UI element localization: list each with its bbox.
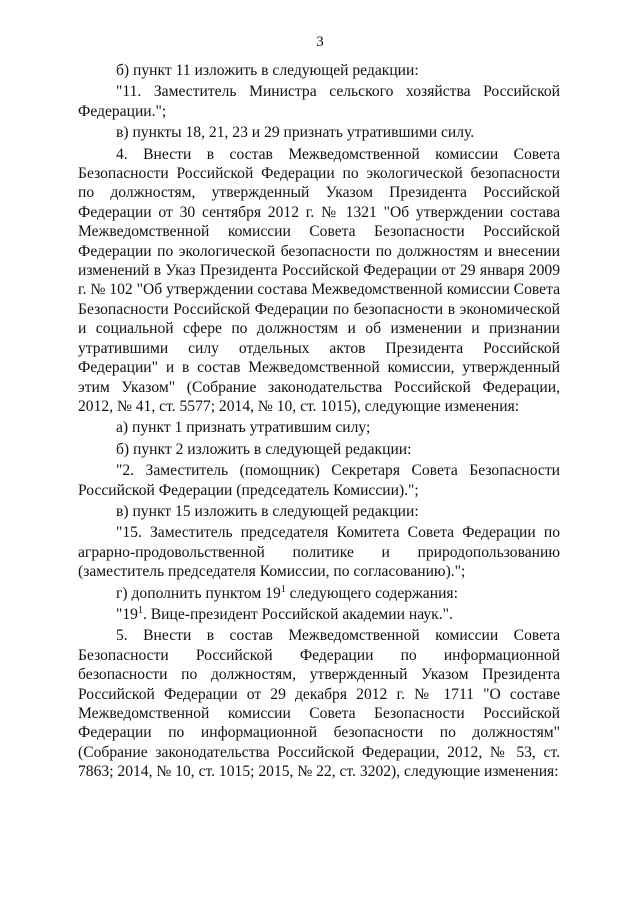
paragraph: а) пункт 1 признать утратившим силу; xyxy=(116,419,371,437)
paragraph: в) пункты 18, 21, 23 и 29 признать утратившими силу. xyxy=(116,124,475,142)
paragraph: 4. Внести в состав Межведомственной комиссии Совета Безопасности Российской Федерации по экологической безопасности по должностям, утвержденный Указом Президента Российской Федерации от 30 сентября 2012 г. № 1321 "Об утверждении состава Межведомственной комиссии Совета Безопасности Российской Федерации по экологической безопасности по должностям и внесении изменений в Указ Президента Российской Федерации от 29 января 2009 г. № 102 "Об утверждении состава Межведомственной комиссии Совета Безопасности Российской Федерации по безопасности в экономической и социальной сфере по должностям и об изменении и признании утратившими силу отдельных актов Президента Российской Федерации" и в состав Межведомственной комиссии, утвержденный этим Указом" (Собрание законодательства Российской Федерации, 2012, № 41, ст. 5577; 2014, № 10, ст. 1015), следующие изменения: xyxy=(78,145,560,415)
paragraph: "2. Заместитель (помощник) Секретаря Совета Безопасности Российской Федерации (председатель Комиссии)."; xyxy=(78,462,560,499)
paragraph-text: г) дополнить пунктом 19 xyxy=(116,584,281,602)
paragraph: "11. Заместитель Министра сельского хозяйства Российской Федерации."; xyxy=(78,83,560,120)
superscript: 1 xyxy=(137,604,143,616)
paragraph-text: "19 xyxy=(116,605,138,623)
paragraph xyxy=(78,584,560,603)
paragraph-text: следующего содержания: xyxy=(285,584,458,602)
paragraph-text: . Вице-президент Российской академии наук.". xyxy=(142,605,453,623)
paragraph: "15. Заместитель председателя Комитета Совета Федерации по аграрно-продовольственной политике и природопользованию (заместитель председателя Комиссии, по согласованию)."; xyxy=(78,524,560,581)
page-number: 3 xyxy=(316,34,324,50)
paragraph: б) пункт 11 изложить в следующей редакции: xyxy=(116,62,419,79)
paragraph: б) пункт 2 изложить в следующей редакции: xyxy=(116,440,412,458)
paragraph xyxy=(78,605,560,624)
superscript: 1 xyxy=(280,583,286,595)
paragraph: в) пункт 15 изложить в следующей редакции: xyxy=(116,502,419,520)
document-body xyxy=(78,61,560,784)
paragraph: 5. Внести в состав Межведомственной комиссии Совета Безопасности Российской Федерации по информационной безопасности по должностям, утвержденный Указом Президента Российской Федерации от 29 декабря 2012 г. № 1711 "О составе Межведомственной комиссии Совета Безопасности Российской Федерации по информационной безопасности по должностям" (Собрание законодательства Российской Федерации, 2012, № 53, ст. 7863; 2014, № 10, ст. 1015; 2015, № 22, ст. 3202), следующие изменения: xyxy=(78,627,560,781)
